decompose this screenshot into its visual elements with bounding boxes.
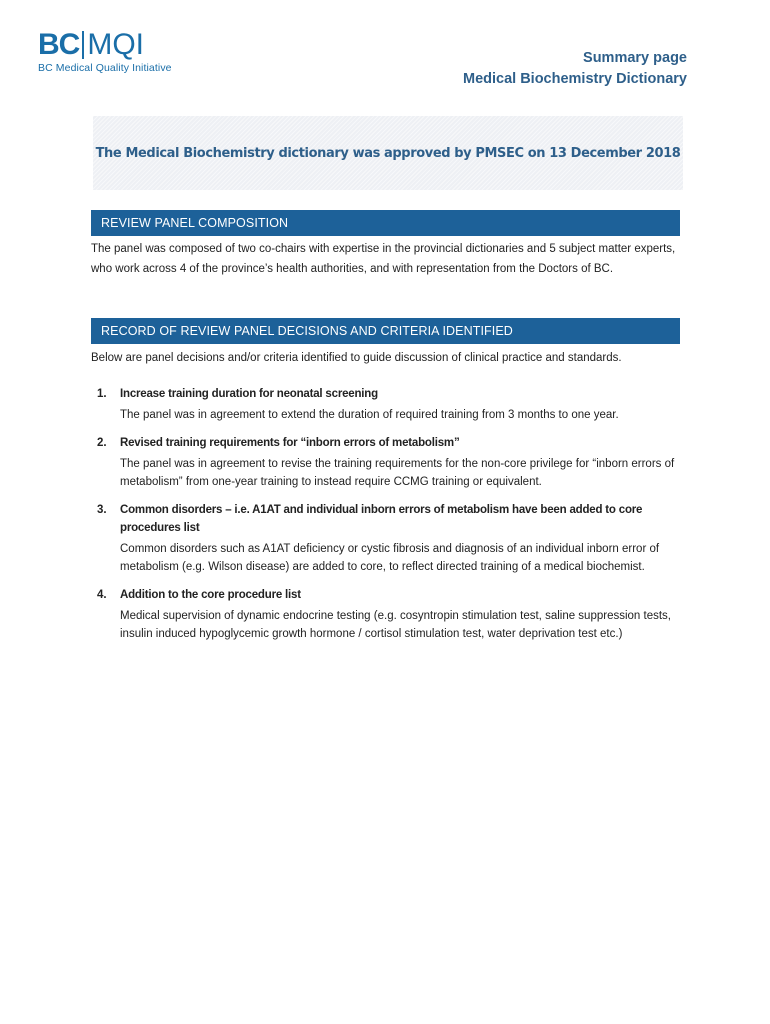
- bcmqi-logo: [38, 30, 208, 80]
- decision-item: [91, 434, 684, 491]
- decision-body: The panel was in agreement to revise the training requirements for the non-core privilege for “inborn errors of metabolism” from one-year training to instead require CCMG training or equivalent.: [120, 458, 675, 488]
- decision-title: Revised training requirements for “inborn errors of metabolism”: [120, 437, 460, 449]
- logo-subtitle: BC Medical Quality Initiative: [38, 62, 172, 74]
- decision-number: 2.: [97, 437, 107, 449]
- logo-divider: [82, 31, 84, 59]
- review-panel-paragraph: The panel was composed of two co-chairs with expertise in the provincial dictionaries and 5 subject matter experts, who work across 4 of the province’s health authorities, and with representation from the Doctors of BC.: [91, 243, 676, 275]
- decision-item: [91, 586, 684, 643]
- approval-text: The Medical Biochemistry dictionary was approved by PMSEC on 13 December 2018: [95, 145, 681, 161]
- decision-title: Common disorders – i.e. A1AT and individual inborn errors of metabolism have been added to core procedures list: [120, 504, 643, 534]
- header-title-line1: Summary page: [583, 50, 687, 66]
- decision-body: Common disorders such as A1AT deficiency or cystic fibrosis and diagnosis of an individual inborn error of metabolism (e.g. Wilson disease) are added to core, to reflect directed training of a medical biochemist.: [120, 543, 660, 573]
- decision-title: Addition to the core procedure list: [120, 589, 301, 601]
- logo-mqi: MQI: [87, 28, 145, 61]
- logo-mark: [38, 30, 208, 60]
- decision-number: 1.: [97, 388, 107, 400]
- approval-banner: [93, 116, 683, 190]
- decision-item: [91, 501, 684, 576]
- decision-item: [91, 385, 684, 424]
- section-heading-review-panel: REVIEW PANEL COMPOSITION: [91, 210, 680, 236]
- decision-body: Medical supervision of dynamic endocrine testing (e.g. cosyntropin stimulation test, saline suppression tests, insulin induced hypoglycemic growth hormone / cortisol stimulation test, water deprivation test etc.): [120, 610, 671, 640]
- header-title-line2: Medical Biochemistry Dictionary: [462, 71, 687, 87]
- logo-bc: BC: [38, 28, 80, 61]
- decision-number: 4.: [97, 589, 107, 601]
- decision-number: 3.: [97, 504, 107, 516]
- decisions-intro-paragraph: Below are panel decisions and/or criteria identified to guide discussion of clinical practice and standards.: [91, 352, 622, 364]
- section-heading-decisions: RECORD OF REVIEW PANEL DECISIONS AND CRITERIA IDENTIFIED: [91, 318, 680, 344]
- page-header: [463, 48, 687, 90]
- decision-title: Increase training duration for neonatal screening: [120, 388, 378, 400]
- decision-body: The panel was in agreement to extend the duration of required training from 3 months to one year.: [120, 409, 619, 421]
- decision-list: [91, 385, 684, 653]
